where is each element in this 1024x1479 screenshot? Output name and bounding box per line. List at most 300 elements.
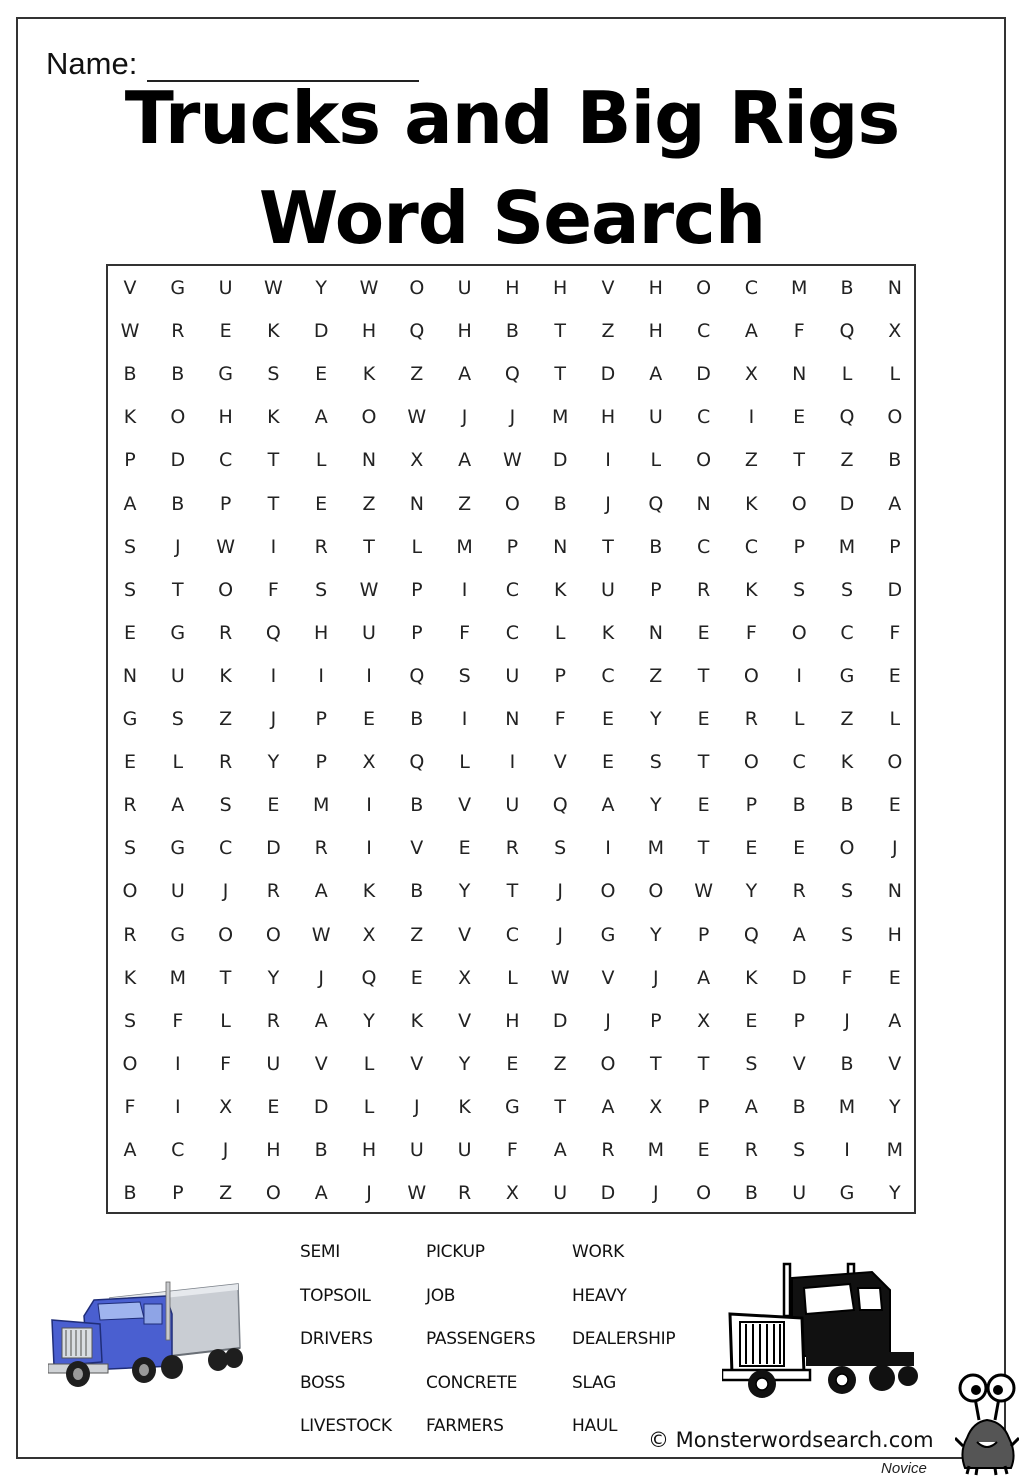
grid-letter[interactable]: Z xyxy=(840,449,854,472)
grid-letter[interactable]: L xyxy=(841,363,853,386)
grid-letter[interactable]: E xyxy=(267,1095,280,1118)
grid-letter[interactable]: U xyxy=(505,664,520,687)
grid-letter[interactable]: A xyxy=(792,923,806,946)
grid-letter[interactable]: K xyxy=(553,578,567,601)
grid-letter[interactable]: R xyxy=(218,751,233,774)
grid-letter[interactable]: J xyxy=(413,1095,420,1118)
grid-letter[interactable]: Z xyxy=(219,1182,233,1205)
grid-letter[interactable]: W xyxy=(311,923,331,946)
grid-letter[interactable]: B xyxy=(744,1182,758,1205)
grid-letter[interactable]: A xyxy=(314,1182,328,1205)
grid-letter[interactable]: X xyxy=(888,320,902,343)
grid-letter[interactable]: R xyxy=(171,320,185,343)
grid-letter[interactable]: T xyxy=(267,449,280,472)
grid-letter[interactable]: H xyxy=(266,1139,281,1161)
grid-letter[interactable]: U xyxy=(553,1182,568,1205)
grid-letter[interactable]: A xyxy=(601,1095,615,1118)
grid-letter[interactable]: O xyxy=(170,406,186,429)
grid-letter[interactable]: J xyxy=(222,880,229,903)
grid-letter[interactable]: J xyxy=(891,837,898,860)
grid-letter[interactable]: Y xyxy=(458,880,471,903)
grid-letter[interactable]: L xyxy=(411,535,423,558)
grid-letter[interactable]: V xyxy=(601,277,615,299)
grid-letter[interactable]: K xyxy=(410,1009,424,1032)
grid-letter[interactable]: O xyxy=(696,449,712,472)
grid-letter[interactable]: N xyxy=(648,621,663,644)
grid-letter[interactable]: N xyxy=(792,363,807,386)
grid-letter[interactable]: O xyxy=(648,880,664,903)
grid-letter[interactable]: T xyxy=(697,837,710,860)
grid-letter[interactable]: Q xyxy=(743,923,759,946)
grid-letter[interactable]: G xyxy=(170,837,186,860)
grid-letter[interactable]: X xyxy=(744,363,758,386)
grid-letter[interactable]: P xyxy=(697,1095,710,1118)
grid-letter[interactable]: Q xyxy=(839,320,855,343)
grid-letter[interactable]: I xyxy=(796,664,802,687)
grid-letter[interactable]: A xyxy=(744,1095,758,1118)
grid-letter[interactable]: D xyxy=(696,363,711,386)
grid-letter[interactable]: T xyxy=(554,1095,566,1118)
grid-letter[interactable]: L xyxy=(315,449,327,472)
grid-letter[interactable]: Z xyxy=(219,708,233,730)
grid-letter[interactable]: J xyxy=(844,1009,850,1032)
grid-letter[interactable]: T xyxy=(219,966,232,989)
grid-letter[interactable]: L xyxy=(889,363,901,386)
grid-letter[interactable]: Z xyxy=(840,708,854,730)
grid-letter[interactable]: P xyxy=(650,1009,662,1032)
grid-letter[interactable]: H xyxy=(218,406,233,429)
grid-letter[interactable]: R xyxy=(457,1182,472,1205)
grid-letter[interactable]: S xyxy=(840,880,854,903)
grid-letter[interactable]: J xyxy=(557,880,563,903)
grid-letter[interactable]: W xyxy=(263,277,283,299)
grid-letter[interactable]: Y xyxy=(363,1009,375,1032)
grid-letter[interactable]: Q xyxy=(409,751,425,774)
grid-letter[interactable]: Q xyxy=(839,406,855,429)
grid-letter[interactable]: B xyxy=(410,880,424,903)
grid-letter[interactable]: S xyxy=(123,578,137,601)
grid-letter[interactable]: G xyxy=(170,923,186,946)
grid-letter[interactable]: E xyxy=(697,621,710,644)
grid-letter[interactable]: O xyxy=(791,492,807,515)
grid-letter[interactable]: D xyxy=(552,1009,568,1032)
grid-letter[interactable]: U xyxy=(170,880,185,903)
grid-letter[interactable]: T xyxy=(697,1052,710,1075)
grid-letter[interactable]: Z xyxy=(410,923,424,946)
grid-letter[interactable]: Z xyxy=(458,492,472,515)
grid-letter[interactable]: M xyxy=(647,837,664,860)
grid-letter[interactable]: Z xyxy=(410,363,424,386)
grid-letter[interactable]: I xyxy=(461,708,468,730)
grid-letter[interactable]: L xyxy=(889,708,901,730)
grid-letter[interactable]: M xyxy=(838,1095,856,1118)
grid-letter[interactable]: T xyxy=(554,320,566,343)
grid-letter[interactable]: A xyxy=(458,449,472,472)
grid-letter[interactable]: Y xyxy=(649,708,662,730)
grid-letter[interactable]: B xyxy=(840,1052,854,1075)
grid-letter[interactable]: O xyxy=(122,880,138,903)
grid-letter[interactable]: N xyxy=(122,664,138,687)
grid-letter[interactable]: T xyxy=(602,535,614,558)
grid-letter[interactable]: F xyxy=(841,966,853,989)
grid-letter[interactable]: Z xyxy=(649,664,663,687)
grid-letter[interactable]: G xyxy=(600,923,616,946)
grid-letter[interactable]: G xyxy=(122,708,138,730)
grid-letter[interactable]: J xyxy=(318,966,324,989)
grid-letter[interactable]: T xyxy=(267,492,280,515)
grid-letter[interactable]: I xyxy=(844,1139,850,1161)
grid-letter[interactable]: A xyxy=(553,1139,567,1161)
grid-letter[interactable]: W xyxy=(216,535,235,558)
grid-letter[interactable]: M xyxy=(838,535,856,558)
grid-letter[interactable]: C xyxy=(696,320,711,343)
grid-letter[interactable]: V xyxy=(888,1052,902,1075)
grid-letter[interactable]: T xyxy=(649,1052,662,1075)
grid-letter[interactable]: H xyxy=(361,1139,377,1161)
grid-letter[interactable]: Q xyxy=(504,363,520,386)
grid-letter[interactable]: E xyxy=(601,708,614,730)
grid-letter[interactable]: L xyxy=(363,1052,375,1075)
grid-letter[interactable]: A xyxy=(123,1139,137,1161)
grid-letter[interactable]: U xyxy=(218,277,233,299)
grid-letter[interactable]: M xyxy=(312,794,330,817)
grid-letter[interactable]: B xyxy=(314,1139,328,1161)
grid-letter[interactable]: E xyxy=(410,966,423,989)
grid-letter[interactable]: L xyxy=(793,708,805,730)
grid-letter[interactable]: N xyxy=(553,535,568,558)
grid-letter[interactable]: R xyxy=(792,880,806,903)
grid-letter[interactable]: V xyxy=(792,1052,806,1075)
grid-letter[interactable]: F xyxy=(506,1139,518,1161)
grid-letter[interactable]: E xyxy=(123,621,136,644)
grid-letter[interactable]: O xyxy=(696,1182,712,1205)
grid-letter[interactable]: H xyxy=(505,277,520,299)
grid-letter[interactable]: I xyxy=(605,449,611,472)
grid-letter[interactable]: S xyxy=(840,923,854,946)
grid-letter[interactable]: E xyxy=(888,664,901,687)
grid-letter[interactable]: A xyxy=(601,794,615,817)
grid-letter[interactable]: R xyxy=(744,708,758,730)
grid-letter[interactable]: I xyxy=(605,837,611,860)
grid-letter[interactable]: J xyxy=(366,1182,372,1205)
grid-letter[interactable]: S xyxy=(649,751,662,774)
grid-letter[interactable]: B xyxy=(840,277,854,299)
grid-letter[interactable]: D xyxy=(600,1182,616,1205)
grid-letter[interactable]: L xyxy=(650,449,662,472)
grid-letter[interactable]: P xyxy=(793,1009,805,1032)
grid-letter[interactable]: D xyxy=(552,449,568,472)
grid-letter[interactable]: I xyxy=(461,578,468,601)
grid-letter[interactable]: E xyxy=(315,363,328,386)
grid-letter[interactable]: P xyxy=(889,535,901,558)
grid-letter[interactable]: E xyxy=(219,320,232,343)
grid-letter[interactable]: G xyxy=(170,621,186,644)
grid-letter[interactable]: B xyxy=(123,1182,137,1205)
grid-letter[interactable]: I xyxy=(174,1095,181,1118)
grid-letter[interactable]: I xyxy=(270,664,277,687)
grid-letter[interactable]: S xyxy=(745,1052,758,1075)
grid-letter[interactable]: Y xyxy=(267,751,280,774)
grid-letter[interactable]: A xyxy=(649,363,663,386)
grid-letter[interactable]: O xyxy=(600,1052,616,1075)
grid-letter[interactable]: X xyxy=(410,449,424,472)
grid-letter[interactable]: X xyxy=(649,1095,663,1118)
grid-letter[interactable]: B xyxy=(553,492,567,515)
grid-letter[interactable]: J xyxy=(222,1139,229,1161)
grid-letter[interactable]: S xyxy=(123,1009,137,1032)
grid-letter[interactable]: O xyxy=(696,277,712,299)
grid-letter[interactable]: B xyxy=(840,794,854,817)
grid-letter[interactable]: E xyxy=(697,794,710,817)
grid-letter[interactable]: O xyxy=(504,492,520,515)
grid-letter[interactable]: B xyxy=(171,363,185,386)
grid-letter[interactable]: C xyxy=(218,837,233,860)
grid-letter[interactable]: P xyxy=(124,449,136,472)
grid-letter[interactable]: F xyxy=(793,320,805,343)
grid-letter[interactable]: O xyxy=(791,621,807,644)
grid-letter[interactable]: O xyxy=(887,406,903,429)
grid-letter[interactable]: C xyxy=(840,621,854,644)
grid-letter[interactable]: C xyxy=(744,277,759,299)
grid-letter[interactable]: I xyxy=(174,1052,181,1075)
grid-letter[interactable]: B xyxy=(410,708,424,730)
grid-letter[interactable]: Q xyxy=(409,320,425,343)
grid-letter[interactable]: Q xyxy=(361,966,377,989)
grid-letter[interactable]: D xyxy=(266,837,281,860)
grid-letter[interactable]: K xyxy=(219,664,232,687)
grid-letter[interactable]: W xyxy=(407,1182,427,1205)
grid-letter[interactable]: H xyxy=(553,277,568,299)
grid-letter[interactable]: T xyxy=(554,363,566,386)
grid-letter[interactable]: P xyxy=(411,578,423,601)
grid-letter[interactable]: C xyxy=(696,535,711,558)
grid-letter[interactable]: H xyxy=(457,320,472,343)
grid-letter[interactable]: S xyxy=(171,708,184,730)
grid-letter[interactable]: E xyxy=(458,837,471,860)
grid-letter[interactable]: T xyxy=(506,880,519,903)
grid-letter[interactable]: J xyxy=(605,492,611,515)
grid-letter[interactable]: L xyxy=(554,621,566,644)
grid-letter[interactable]: D xyxy=(313,320,329,343)
grid-letter[interactable]: F xyxy=(745,621,757,644)
grid-letter[interactable]: A xyxy=(744,320,758,343)
grid-letter[interactable]: B xyxy=(792,1095,806,1118)
grid-letter[interactable]: M xyxy=(551,406,569,429)
grid-letter[interactable]: E xyxy=(745,1009,758,1032)
grid-letter[interactable]: H xyxy=(887,923,902,946)
grid-letter[interactable]: Z xyxy=(362,492,376,515)
grid-letter[interactable]: U xyxy=(362,621,376,644)
grid-letter[interactable]: C xyxy=(505,621,520,644)
grid-letter[interactable]: T xyxy=(697,751,710,774)
grid-letter[interactable]: K xyxy=(123,966,137,989)
grid-letter[interactable]: F xyxy=(172,1009,184,1032)
grid-letter[interactable]: U xyxy=(457,277,472,299)
grid-letter[interactable]: L xyxy=(363,1095,375,1118)
grid-letter[interactable]: J xyxy=(652,966,659,989)
grid-letter[interactable]: C xyxy=(505,578,520,601)
grid-letter[interactable]: C xyxy=(505,923,520,946)
grid-letter[interactable]: C xyxy=(218,449,233,472)
grid-letter[interactable]: B xyxy=(792,794,806,817)
grid-letter[interactable]: W xyxy=(120,320,140,343)
grid-letter[interactable]: I xyxy=(366,837,372,860)
grid-letter[interactable]: J xyxy=(557,923,563,946)
grid-letter[interactable]: K xyxy=(458,1095,471,1118)
grid-letter[interactable]: E xyxy=(888,794,901,817)
grid-letter[interactable]: M xyxy=(886,1139,903,1161)
grid-letter[interactable]: S xyxy=(458,664,471,687)
grid-letter[interactable]: T xyxy=(171,578,184,601)
grid-letter[interactable]: F xyxy=(220,1052,232,1075)
grid-letter[interactable]: M xyxy=(169,966,186,989)
grid-letter[interactable]: R xyxy=(123,794,137,817)
grid-letter[interactable]: Z xyxy=(601,320,615,343)
grid-letter[interactable]: U xyxy=(457,1139,472,1161)
grid-letter[interactable]: E xyxy=(745,837,758,860)
grid-letter[interactable]: S xyxy=(554,837,567,860)
grid-letter[interactable]: G xyxy=(218,363,233,386)
grid-letter[interactable]: P xyxy=(506,535,519,558)
grid-letter[interactable]: B xyxy=(649,535,663,558)
grid-letter[interactable]: B xyxy=(888,449,902,472)
grid-letter[interactable]: E xyxy=(697,708,710,730)
grid-letter[interactable]: P xyxy=(315,708,327,730)
grid-letter[interactable]: Q xyxy=(552,794,568,817)
grid-letter[interactable]: A xyxy=(314,880,328,903)
grid-letter[interactable]: I xyxy=(509,751,516,774)
grid-letter[interactable]: W xyxy=(359,277,379,299)
grid-letter[interactable]: O xyxy=(122,1052,138,1075)
grid-letter[interactable]: H xyxy=(648,277,663,299)
grid-letter[interactable]: D xyxy=(791,966,807,989)
grid-letter[interactable]: L xyxy=(172,751,184,774)
grid-letter[interactable]: N xyxy=(887,277,902,299)
grid-letter[interactable]: X xyxy=(362,923,376,946)
grid-letter[interactable]: N xyxy=(505,708,520,730)
grid-letter[interactable]: U xyxy=(266,1052,281,1075)
grid-letter[interactable]: K xyxy=(745,966,758,989)
grid-letter[interactable]: O xyxy=(218,578,234,601)
grid-letter[interactable]: S xyxy=(267,363,280,386)
grid-letter[interactable]: B xyxy=(171,492,185,515)
grid-letter[interactable]: S xyxy=(123,837,137,860)
grid-letter[interactable]: L xyxy=(459,751,470,774)
grid-letter[interactable]: P xyxy=(697,923,710,946)
grid-letter[interactable]: O xyxy=(265,1182,281,1205)
grid-letter[interactable]: I xyxy=(366,794,372,817)
grid-letter[interactable]: H xyxy=(648,320,663,343)
grid-letter[interactable]: Y xyxy=(888,1095,901,1118)
grid-letter[interactable]: M xyxy=(790,277,808,299)
grid-letter[interactable]: Q xyxy=(648,492,664,515)
grid-letter[interactable]: D xyxy=(313,1095,329,1118)
grid-letter[interactable]: N xyxy=(696,492,711,515)
grid-letter[interactable]: V xyxy=(458,1009,472,1032)
grid-letter[interactable]: P xyxy=(745,794,758,817)
grid-letter[interactable]: C xyxy=(696,406,711,429)
grid-letter[interactable]: V xyxy=(314,1052,328,1075)
grid-letter[interactable]: R xyxy=(505,837,519,860)
grid-letter[interactable]: E xyxy=(267,794,280,817)
grid-letter[interactable]: C xyxy=(171,1139,185,1161)
grid-letter[interactable]: Z xyxy=(744,449,758,472)
grid-letter[interactable]: A xyxy=(123,492,137,515)
grid-letter[interactable]: A xyxy=(888,1009,902,1032)
grid-letter[interactable]: H xyxy=(600,406,616,429)
grid-letter[interactable]: D xyxy=(839,492,855,515)
grid-letter[interactable]: R xyxy=(601,1139,615,1161)
grid-letter[interactable]: F xyxy=(554,708,566,730)
grid-letter[interactable]: K xyxy=(362,880,376,903)
grid-letter[interactable]: U xyxy=(601,578,615,601)
grid-letter[interactable]: C xyxy=(601,664,615,687)
grid-letter[interactable]: S xyxy=(123,535,137,558)
grid-letter[interactable]: K xyxy=(362,363,376,386)
grid-letter[interactable]: Y xyxy=(649,794,662,817)
grid-letter[interactable]: K xyxy=(601,621,615,644)
grid-letter[interactable]: G xyxy=(170,277,186,299)
grid-letter[interactable]: U xyxy=(648,406,663,429)
grid-letter[interactable]: L xyxy=(220,1009,231,1032)
grid-letter[interactable]: Y xyxy=(458,1052,471,1075)
grid-letter[interactable]: J xyxy=(174,535,181,558)
grid-letter[interactable]: U xyxy=(170,664,185,687)
grid-letter[interactable]: V xyxy=(553,751,567,774)
grid-letter[interactable]: A xyxy=(171,794,185,817)
grid-letter[interactable]: V xyxy=(458,923,472,946)
grid-letter[interactable]: B xyxy=(410,794,424,817)
grid-letter[interactable]: J xyxy=(509,406,516,429)
grid-letter[interactable]: E xyxy=(793,837,806,860)
grid-letter[interactable]: P xyxy=(411,621,423,644)
grid-letter[interactable]: E xyxy=(123,751,136,774)
grid-letter[interactable]: X xyxy=(697,1009,711,1032)
grid-letter[interactable]: P xyxy=(793,535,805,558)
grid-letter[interactable]: R xyxy=(314,837,328,860)
grid-letter[interactable]: A xyxy=(458,363,472,386)
grid-letter[interactable]: G xyxy=(505,1095,520,1118)
grid-letter[interactable]: A xyxy=(314,406,328,429)
grid-letter[interactable]: O xyxy=(218,923,234,946)
grid-letter[interactable]: O xyxy=(265,923,281,946)
grid-letter[interactable]: V xyxy=(458,794,472,817)
grid-letter[interactable]: H xyxy=(505,1009,520,1032)
grid-letter[interactable]: P xyxy=(172,1182,184,1205)
grid-letter[interactable]: P xyxy=(219,492,232,515)
grid-letter[interactable]: E xyxy=(315,492,328,515)
grid-letter[interactable]: O xyxy=(600,880,616,903)
grid-letter[interactable]: J xyxy=(605,1009,611,1032)
grid-letter[interactable]: N xyxy=(887,880,902,903)
grid-letter[interactable]: I xyxy=(318,664,324,687)
grid-letter[interactable]: M xyxy=(647,1139,664,1161)
grid-letter[interactable]: D xyxy=(170,449,186,472)
grid-letter[interactable]: K xyxy=(267,320,280,343)
grid-letter[interactable]: X xyxy=(362,751,376,774)
grid-letter[interactable]: I xyxy=(270,535,277,558)
grid-letter[interactable]: H xyxy=(314,621,329,644)
grid-letter[interactable]: H xyxy=(361,320,377,343)
grid-letter[interactable]: Y xyxy=(745,880,758,903)
grid-letter[interactable]: R xyxy=(744,1139,758,1161)
grid-letter[interactable]: Z xyxy=(553,1052,567,1075)
grid-letter[interactable]: E xyxy=(362,708,375,730)
grid-letter[interactable]: O xyxy=(887,751,903,774)
grid-letter[interactable]: L xyxy=(507,966,518,989)
grid-letter[interactable]: Q xyxy=(265,621,281,644)
grid-letter[interactable]: J xyxy=(270,708,277,730)
